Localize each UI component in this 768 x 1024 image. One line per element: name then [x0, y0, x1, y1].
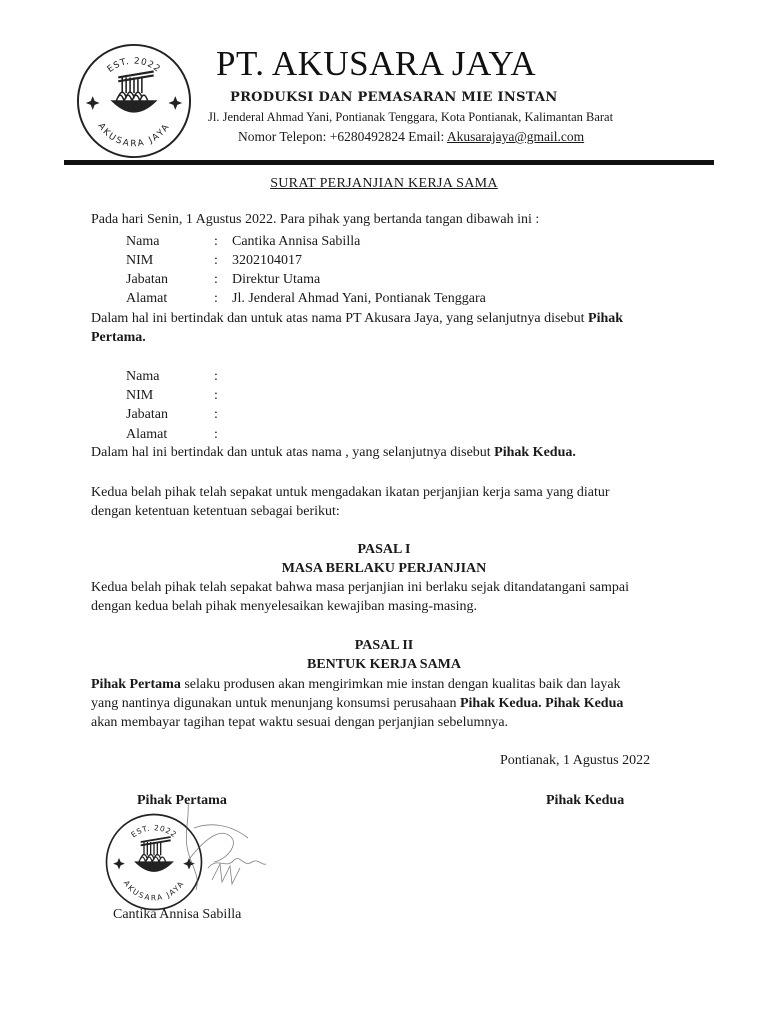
company-subtitle: PRODUKSI DAN PEMASARAN MIE INSTAN: [230, 90, 558, 105]
handwritten-signature: [160, 798, 270, 898]
company-name: PT. AKUSARA JAYA: [216, 44, 537, 83]
party2-label-nim: NIM: [126, 388, 154, 403]
party1-value-nim: 3202104017: [232, 253, 302, 268]
party1-statement-bold: Pihak: [588, 311, 624, 326]
party1-value-jabatan: Direktur Utama: [232, 272, 321, 287]
pasal2-line1-text: selaku produsen akan mengirimkan mie instan dengan kualitas baik dan layak: [180, 677, 621, 692]
sparkle-icon-right: [168, 96, 182, 110]
party2-colon: :: [214, 388, 218, 403]
pasal2-line2-bold: Pihak Kedua. Pihak Kedua: [459, 696, 624, 711]
pasal1-heading: MASA BERLAKU PERJANJIAN: [281, 561, 487, 576]
party1-label-alamat: Alamat: [126, 291, 168, 306]
party2-statement-text: Dalam hal ini bertindak dan untuk atas nama , yang selanjutnya disebut: [91, 445, 495, 460]
party1-statement-bold2: Pertama.: [91, 330, 146, 345]
place-date: Pontianak, 1 Agustus 2022: [500, 753, 651, 768]
pasal2-line-3: akan membayar tagihan tepat waktu sesuai dengan perjanjian sebelumnya.: [91, 715, 509, 730]
noodle-bowl-icon: [112, 72, 155, 112]
party2-statement-bold: Pihak Kedua.: [494, 445, 576, 460]
company-contact: [238, 129, 584, 145]
party1-colon: :: [214, 291, 218, 306]
party1-signature-label: Pihak Pertama: [137, 793, 227, 808]
party1-statement-text: Dalam hal ini bertindak dan untuk atas nama PT Akusara Jaya, yang selanjutnya disebut: [91, 311, 589, 326]
pasal2-heading: BENTUK KERJA SAMA: [306, 657, 462, 672]
party2-colon: :: [214, 427, 218, 442]
email-link[interactable]: Akusarajaya@gmail.com: [446, 129, 585, 144]
agreement-line-2: dengan ketentuan ketentuan sebagai berikut:: [91, 504, 340, 519]
party2-colon: :: [214, 407, 218, 422]
party1-label-nama: Nama: [126, 234, 160, 249]
company-logo: [75, 42, 193, 160]
phone-text: Nomor Telepon: +6280492824 Email:: [238, 129, 447, 144]
party1-signatory-name: Cantika Annisa Sabilla: [113, 907, 242, 922]
party1-label-nim: NIM: [126, 253, 154, 268]
sparkle-icon-left: [86, 96, 100, 110]
party2-statement: [91, 445, 576, 461]
agreement-line-1: Kedua belah pihak telah sepakat untuk mengadakan ikatan perjanjian kerja sama yang diatur: [91, 485, 610, 500]
party2-label-nama: Nama: [126, 369, 160, 384]
party1-value-alamat: Jl. Jenderal Ahmad Yani, Pontianak Tenggara: [232, 291, 486, 306]
party1-statement: [91, 311, 623, 327]
party2-colon: :: [214, 369, 218, 384]
intro-paragraph: Pada hari Senin, 1 Agustus 2022. Para pihak yang bertanda tangan dibawah ini :: [91, 212, 540, 227]
pasal2-number: PASAL II: [354, 638, 414, 653]
pasal1-line-1: Kedua belah pihak telah sepakat bahwa masa perjanjian ini berlaku sejak ditandatangani sampai: [91, 580, 630, 595]
pasal2-line1-bold: Pihak Pertama: [91, 677, 181, 692]
pasal2-line-2: [91, 696, 623, 712]
pasal2-line-1: [91, 677, 621, 693]
party2-signature-label: Pihak Kedua: [546, 793, 625, 808]
svg-text:AKUSARA JAYA: AKUSARA JAYA: [95, 121, 173, 150]
pasal1-number: PASAL I: [357, 542, 411, 557]
party1-colon: :: [214, 253, 218, 268]
party1-colon: :: [214, 272, 218, 287]
party1-value-nama: Cantika Annisa Sabilla: [232, 234, 361, 249]
party1-statement-cont: [91, 330, 146, 346]
svg-text:AKUSARA JAYA: AKUSARA JAYA: [121, 878, 187, 903]
company-address: Jl. Jenderal Ahmad Yani, Pontianak Tenggara, Kota Pontianak, Kalimantan Barat: [208, 110, 614, 124]
party2-label-alamat: Alamat: [126, 427, 168, 442]
pasal2-line2-text: yang nantinya digunakan untuk menunjang konsumsi perusahaan: [91, 696, 460, 711]
sparkle-icon-left: [113, 858, 125, 870]
document-title: SURAT PERJANJIAN KERJA SAMA: [270, 176, 498, 191]
svg-text:EST. 2022: EST. 2022: [129, 823, 179, 840]
letterhead-divider: [64, 160, 714, 165]
party1-label-jabatan: Jabatan: [126, 272, 168, 287]
svg-text:EST. 2022: EST. 2022: [105, 56, 163, 75]
party2-label-jabatan: Jabatan: [126, 407, 168, 422]
pasal1-line-2: dengan kedua belah pihak menyelesaikan kewajiban masing-masing.: [91, 599, 478, 614]
party1-colon: :: [214, 234, 218, 249]
